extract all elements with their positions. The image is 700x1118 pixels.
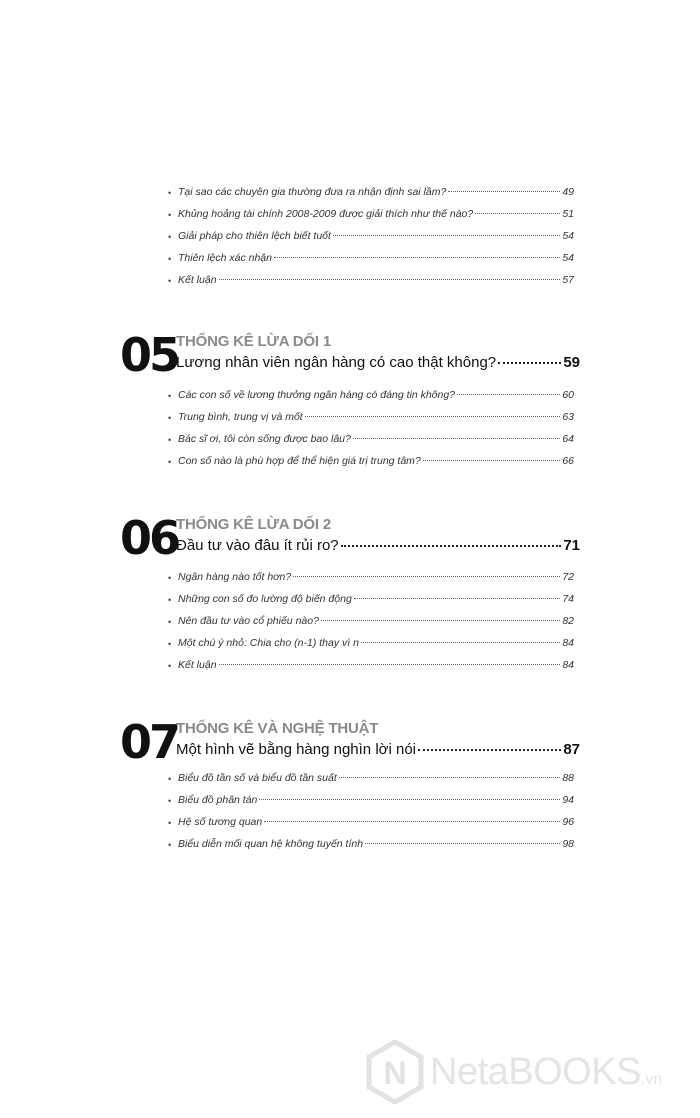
chapter-number: 07	[120, 715, 179, 769]
netabooks-logo-icon	[366, 1040, 424, 1104]
toc-item-title: Giải pháp cho thiên lệch biết tuốt	[178, 230, 331, 242]
sub-list	[168, 186, 574, 296]
toc-item[interactable]	[168, 230, 574, 252]
toc-item-title: Thiên lệch xác nhận	[178, 252, 272, 264]
toc-item-title: Kết luận	[178, 274, 217, 286]
chapter-page: 87	[563, 741, 580, 758]
toc-item-page: 74	[562, 593, 574, 605]
dot-leader	[341, 545, 562, 547]
dot-leader	[333, 235, 560, 236]
dot-leader	[305, 416, 561, 417]
bullet-icon: •	[168, 774, 172, 784]
sub-list	[168, 571, 574, 681]
toc-item-page: 66	[562, 455, 574, 467]
toc-item-page: 64	[562, 433, 574, 445]
dot-leader	[339, 777, 561, 778]
toc-item[interactable]	[168, 208, 574, 230]
dot-leader	[321, 620, 560, 621]
dot-leader	[354, 598, 561, 599]
toc-item[interactable]	[168, 615, 574, 637]
dot-leader	[498, 362, 561, 364]
bullet-icon: •	[168, 254, 172, 264]
bullet-icon: •	[168, 595, 172, 605]
toc-item-title: Nên đầu tư vào cổ phiếu nào?	[178, 615, 319, 627]
dot-leader	[219, 279, 561, 280]
toc-item-page: 51	[562, 208, 574, 220]
dot-leader	[457, 394, 560, 395]
sub-list	[168, 389, 574, 477]
toc-item-title: Tại sao các chuyên gia thường đưa ra nhận định sai lầm?	[178, 186, 447, 198]
toc-item[interactable]	[168, 637, 574, 659]
toc-item-page: 57	[562, 274, 574, 286]
toc-item[interactable]	[168, 838, 574, 860]
dot-leader	[361, 642, 560, 643]
bullet-icon: •	[168, 276, 172, 286]
dot-leader	[475, 213, 560, 214]
chapter-page: 71	[563, 537, 580, 554]
dot-leader	[423, 460, 561, 461]
toc-item-page: 72	[562, 571, 574, 583]
toc-item[interactable]	[168, 433, 574, 455]
chapter-title-row	[176, 537, 580, 555]
chapter-label: THỐNG KÊ VÀ NGHỆ THUẬT	[176, 720, 379, 737]
toc-item[interactable]	[168, 186, 574, 208]
dot-leader	[259, 799, 560, 800]
toc-item-title: Một chú ý nhỏ: Chia cho (n-1) thay vì n	[178, 637, 359, 649]
toc-item[interactable]	[168, 659, 574, 681]
toc-item-title: Kết luận	[178, 659, 217, 671]
toc-item[interactable]	[168, 389, 574, 411]
bullet-icon: •	[168, 617, 172, 627]
watermark	[366, 1040, 696, 1110]
logo-letter: N	[383, 1055, 407, 1091]
toc-item-page: 54	[562, 252, 574, 264]
toc-item-page: 63	[562, 411, 574, 423]
toc-item-page: 98	[562, 838, 574, 850]
toc-item[interactable]	[168, 816, 574, 838]
toc-item-page: 94	[562, 794, 574, 806]
chapter-number: 05	[120, 328, 179, 382]
toc-item-title: Con số nào là phù hợp để thể hiện giá trị trung tâm?	[178, 455, 421, 467]
toc-item-page: 82	[562, 615, 574, 627]
dot-leader	[353, 438, 560, 439]
toc-item-page: 60	[562, 389, 574, 401]
toc-item-title: Trung bình, trung vị và mốt	[178, 411, 303, 423]
toc-item[interactable]	[168, 455, 574, 477]
toc-item-title: Hệ số tương quan	[178, 816, 263, 828]
bullet-icon: •	[168, 457, 172, 467]
chapter-number: 06	[120, 511, 179, 565]
watermark-suffix: .vn	[640, 1071, 663, 1088]
chapter-title: Lương nhân viên ngân hàng có cao thật không?	[176, 354, 497, 371]
chapter-label: THỐNG KÊ LỪA DỐI 2	[176, 516, 331, 533]
dot-leader	[274, 257, 560, 258]
dot-leader	[293, 576, 560, 577]
dot-leader	[418, 749, 561, 751]
toc-item[interactable]	[168, 252, 574, 274]
toc-item-title: Biểu đồ phân tán	[178, 794, 258, 806]
chapter-05[interactable]	[120, 328, 580, 382]
bullet-icon: •	[168, 661, 172, 671]
sub-list	[168, 772, 574, 860]
chapter-06[interactable]	[120, 511, 580, 565]
bullet-icon: •	[168, 391, 172, 401]
toc-item-title: Bác sĩ ơi, tôi còn sống được bao lâu?	[178, 433, 351, 445]
bullet-icon: •	[168, 413, 172, 423]
bullet-icon: •	[168, 639, 172, 649]
toc-item-title: Những con số đo lường độ biến động	[178, 593, 352, 605]
dot-leader	[219, 664, 561, 665]
bullet-icon: •	[168, 573, 172, 583]
toc-item[interactable]	[168, 593, 574, 615]
toc-item-page: 54	[562, 230, 574, 242]
toc-item-title: Ngân hàng nào tốt hơn?	[178, 571, 292, 583]
bullet-icon: •	[168, 818, 172, 828]
chapter-title-row	[176, 741, 580, 759]
watermark-text	[430, 1052, 662, 1100]
toc-item-title: Biểu đồ tần số và biểu đồ tần suất	[178, 772, 337, 784]
toc-item-page: 88	[562, 772, 574, 784]
toc-item-page: 49	[562, 186, 574, 198]
toc-item-title: Khủng hoảng tài chính 2008-2009 được giải thích như thế nào?	[178, 208, 474, 220]
chapter-page: 59	[563, 354, 580, 371]
dot-leader	[264, 821, 560, 822]
watermark-brand: NetaBOOKS	[430, 1051, 641, 1093]
toc-item[interactable]	[168, 772, 574, 794]
bullet-icon: •	[168, 796, 172, 806]
toc-item-title: Biểu diễn mối quan hệ không tuyến tính	[178, 838, 364, 850]
chapter-title: Đầu tư vào đâu ít rủi ro?	[176, 537, 339, 554]
chapter-heading	[176, 333, 580, 372]
toc-item-page: 96	[562, 816, 574, 828]
toc-item-page: 84	[562, 637, 574, 649]
bullet-icon: •	[168, 435, 172, 445]
dot-leader	[365, 843, 560, 844]
bullet-icon: •	[168, 210, 172, 220]
toc-item[interactable]	[168, 571, 574, 593]
chapter-title: Một hình vẽ bằng hàng nghìn lời nói	[176, 741, 417, 758]
toc-item-page: 84	[562, 659, 574, 671]
chapter-title-row	[176, 354, 580, 372]
chapter-label: THỐNG KÊ LỪA DỐI 1	[176, 333, 331, 350]
dot-leader	[448, 191, 560, 192]
toc-item-title: Các con số về lương thưởng ngân hàng có đáng tin không?	[178, 389, 456, 401]
toc-item[interactable]	[168, 794, 574, 816]
chapter-07[interactable]	[120, 715, 580, 769]
toc-item[interactable]	[168, 411, 574, 433]
bullet-icon: •	[168, 232, 172, 242]
toc-item[interactable]	[168, 274, 574, 296]
bullet-icon: •	[168, 188, 172, 198]
chapter-heading	[176, 720, 580, 759]
bullet-icon: •	[168, 840, 172, 850]
chapter-heading	[176, 516, 580, 555]
